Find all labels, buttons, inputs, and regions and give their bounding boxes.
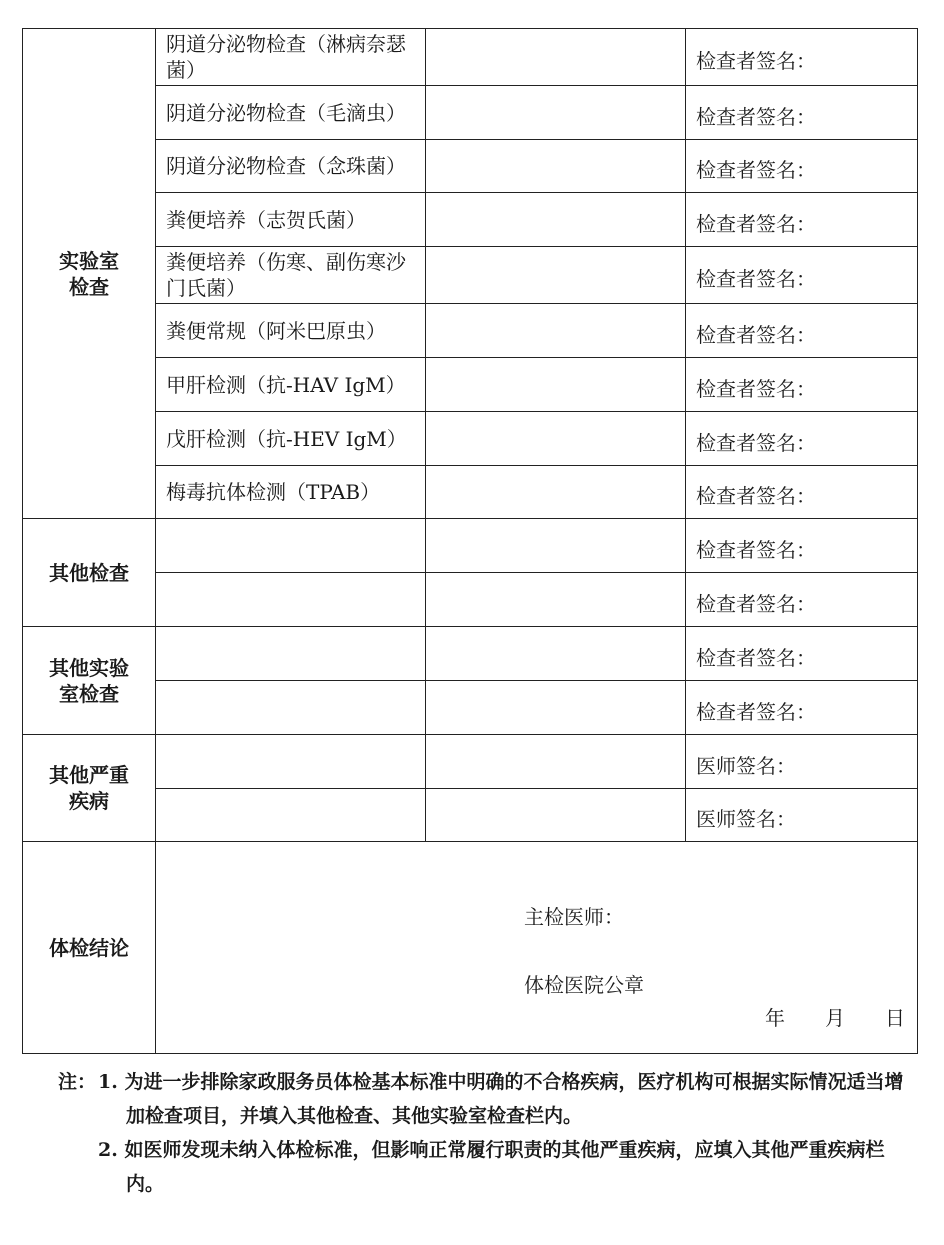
lab-row (23, 304, 918, 358)
physician-signature[interactable]: 医师签名： (686, 789, 918, 842)
other-disease-row (23, 789, 918, 842)
lab-item-label: 戊肝检测（抗-HEV IgM） (156, 412, 426, 466)
examiner-signature[interactable]: 检查者签名： (686, 627, 918, 681)
lab-result-cell[interactable] (426, 86, 686, 140)
other-lab-row (23, 627, 918, 681)
category-other-disease-line1: 其他严重 (49, 763, 129, 787)
lab-row (23, 412, 918, 466)
chief-doctor-label: 主检医师： (524, 905, 624, 929)
lab-row (23, 86, 918, 140)
other-disease-result-cell[interactable] (426, 735, 686, 789)
notes-prefix: 注： (58, 1071, 97, 1093)
conclusion-row (23, 842, 918, 1054)
lab-item-label: 甲肝检测（抗-HAV IgM） (156, 358, 426, 412)
other-lab-item-cell[interactable] (156, 627, 426, 681)
examiner-signature[interactable]: 检查者签名： (686, 140, 918, 193)
other-exam-result-cell[interactable] (426, 573, 686, 627)
other-disease-row (23, 735, 918, 789)
date-year-label: 年 (765, 1006, 785, 1030)
note-text-1: 1. 为进一步排除家政服务员体检基本标准中明确的不合格疾病，医疗机构可根据实际情况适当增加检查项目，并填入其他检查、其他实验室检查栏内。 (98, 1071, 904, 1127)
examiner-signature[interactable]: 检查者签名： (686, 358, 918, 412)
lab-row (23, 466, 918, 519)
category-lab-line2: 检查 (69, 274, 109, 299)
category-other-disease (23, 735, 156, 842)
lab-item-label: 粪便培养（伤寒、副伤寒沙门氏菌） (156, 247, 426, 304)
lab-item-label: 阴道分泌物检查（念珠菌） (156, 140, 426, 193)
examiner-signature[interactable]: 检查者签名： (686, 86, 918, 140)
examiner-signature[interactable]: 检查者签名： (686, 412, 918, 466)
lab-row (23, 140, 918, 193)
examiner-signature[interactable]: 检查者签名： (686, 519, 918, 573)
examiner-signature[interactable]: 检查者签名： (686, 466, 918, 519)
examiner-signature[interactable]: 检查者签名： (686, 681, 918, 735)
lab-result-cell[interactable] (426, 29, 686, 86)
lab-result-cell[interactable] (426, 193, 686, 247)
physician-signature[interactable]: 医师签名： (686, 735, 918, 789)
examiner-signature[interactable]: 检查者签名： (686, 193, 918, 247)
other-disease-item-cell[interactable] (156, 735, 426, 789)
category-conclusion: 体检结论 (23, 842, 156, 1054)
lab-row (23, 247, 918, 304)
hospital-seal-label: 体检医院公章 (524, 973, 644, 997)
lab-result-cell[interactable] (426, 358, 686, 412)
category-other-exam: 其他检查 (23, 519, 156, 627)
lab-row (23, 29, 918, 86)
note-item-2 (58, 1133, 918, 1201)
lab-item-label: 阴道分泌物检查（淋病奈瑟菌） (156, 29, 426, 86)
other-lab-result-cell[interactable] (426, 627, 686, 681)
notes-section (58, 1065, 918, 1201)
lab-result-cell[interactable] (426, 140, 686, 193)
lab-result-cell[interactable] (426, 247, 686, 304)
other-lab-item-cell[interactable] (156, 681, 426, 735)
category-lab (23, 29, 156, 519)
other-exam-row (23, 519, 918, 573)
other-exam-item-cell[interactable] (156, 573, 426, 627)
examiner-signature[interactable]: 检查者签名： (686, 247, 918, 304)
category-other-lab (23, 627, 156, 735)
note-text-2: 2. 如医师发现未纳入体检标准，但影响正常履行职责的其他严重疾病，应填入其他严重疾病栏内。 (98, 1139, 885, 1195)
lab-row (23, 193, 918, 247)
exam-form-table (22, 28, 918, 1054)
lab-result-cell[interactable] (426, 466, 686, 519)
category-other-lab-line1: 其他实验 (49, 655, 129, 680)
category-other-lab-line2: 室检查 (59, 681, 119, 706)
note-item-1 (58, 1065, 918, 1133)
other-disease-result-cell[interactable] (426, 789, 686, 842)
lab-item-label: 梅毒抗体检测（TPAB） (156, 466, 426, 519)
category-other-disease-line2: 疾病 (69, 789, 109, 813)
examiner-signature[interactable]: 检查者签名： (686, 573, 918, 627)
other-lab-result-cell[interactable] (426, 681, 686, 735)
examiner-signature[interactable]: 检查者签名： (686, 29, 918, 86)
category-lab-line1: 实验室 (59, 248, 119, 273)
lab-row (23, 358, 918, 412)
lab-item-label: 粪便培养（志贺氏菌） (156, 193, 426, 247)
examiner-signature[interactable]: 检查者签名： (686, 304, 918, 358)
date-month-label: 月 (825, 1006, 845, 1030)
other-disease-item-cell[interactable] (156, 789, 426, 842)
lab-result-cell[interactable] (426, 412, 686, 466)
other-lab-row (23, 681, 918, 735)
conclusion-date (765, 1005, 905, 1031)
lab-item-label: 阴道分泌物检查（毛滴虫） (156, 86, 426, 140)
date-day-label: 日 (885, 1006, 905, 1030)
other-exam-row (23, 573, 918, 627)
conclusion-cell[interactable] (156, 842, 918, 1054)
lab-item-label: 粪便常规（阿米巴原虫） (156, 304, 426, 358)
lab-result-cell[interactable] (426, 304, 686, 358)
other-exam-item-cell[interactable] (156, 519, 426, 573)
other-exam-result-cell[interactable] (426, 519, 686, 573)
